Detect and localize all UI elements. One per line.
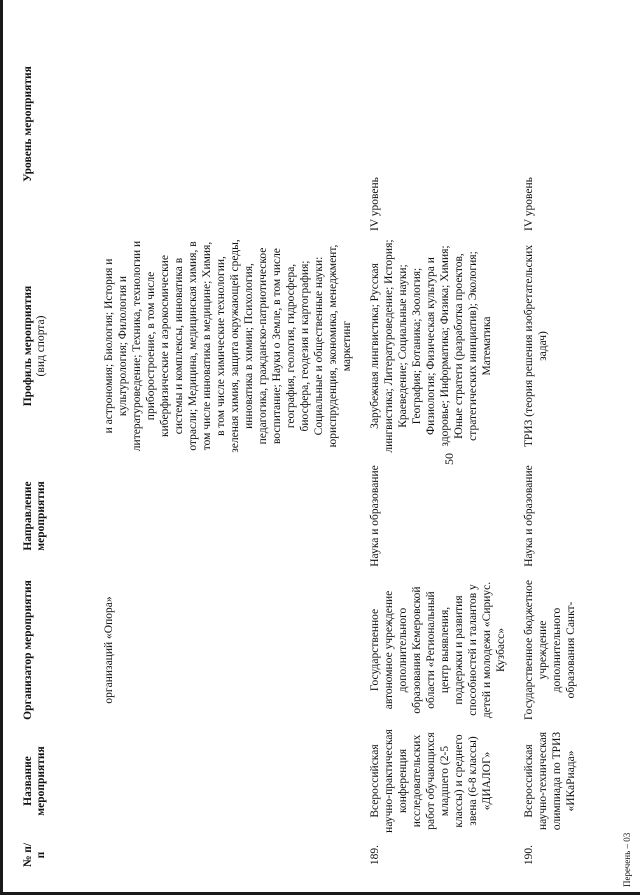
row-num: 189. <box>369 844 381 866</box>
header-num: № п/п <box>22 842 47 868</box>
row-profile: Зарубежная лингвистика; Русская лингвистика; Литературоведение; История; Краеведение; Социальные науки; География; Ботаника; Зоология; Физиология; Физическая культура и здоровье; Информатика; Физика; Химия; Юные стратеги (разработка проектов, стратегических инициатив); Экология; Математика <box>369 239 493 453</box>
header-name: Название мероприятия <box>22 746 47 816</box>
table-header-row <box>22 13 102 873</box>
row-name: Всероссийская научно-практическая конференция исследовательских работ обучающихся младшего (2-5 классы) и среднего звена (6-8 классы) «ДИАЛОГ» <box>369 729 493 833</box>
header-profile <box>22 235 102 457</box>
row-level: IV уровень <box>369 177 381 231</box>
events-table <box>22 13 578 873</box>
row-organizer: организаций «Опора» <box>103 596 115 704</box>
row-organizer: Государственное автономное учреждение дополнительного образования Кемеровской области «Региональный центр выявления, поддержки и развития способностей и талантов у детей и молодежи «Сириус. Кузбасс» <box>369 581 507 719</box>
row-num <box>102 837 354 873</box>
row-profile: и астрономия; Биология; История и культурология; Филология и литературоведение; Техника, технологии и приборостроение, в том числе киберфизические и аэрокосмические системы и комплексы, инноватика в отрасли; Медицина, медицинская химия, в том числе инноватика в медицине; Химия, в том числе химические технологии, зеленая химия, защита окружающей среды, инноватика в химии; Психология, педагогика, гражданско-патриотическое воспитание; Науки о Земле, в том числе география, геология, гидросфера, биосфера, геодезия и картография; Социальные и общественные науки: юриспруденция, экономика, менеджмент, маркетинг <box>103 239 353 453</box>
header-profile-subtitle: (вид спорта) <box>35 315 47 377</box>
table-row <box>102 13 354 873</box>
row-direction: Наука и образование <box>523 465 535 567</box>
row-name: Всероссийская научно-техническая олимпиада по ТРИЗ «ИКаРиада» <box>523 731 577 831</box>
table-row <box>522 13 578 873</box>
page-number: 50 <box>442 453 456 465</box>
header-level: Уровень мероприятия <box>22 66 34 182</box>
row-num: 190. <box>523 844 535 866</box>
row-level: IV уровень <box>523 177 535 231</box>
header-organizer: Организатор мероприятия <box>22 580 34 720</box>
header-direction: Направление мероприятия <box>22 481 47 551</box>
row-level <box>102 13 354 235</box>
table-row <box>368 13 508 873</box>
row-name <box>102 725 354 837</box>
row-direction: Наука и образование <box>369 465 381 567</box>
row-profile: ТРИЗ (теория решения изобретательских задач) <box>523 244 549 448</box>
row-direction <box>102 457 354 575</box>
row-organizer: Государственное бюджетное учреждение дополнительного образования Санкт- <box>523 580 577 720</box>
footer-note: Перечень – 03 <box>622 832 632 887</box>
header-profile-title: Профиль мероприятия <box>22 285 34 407</box>
